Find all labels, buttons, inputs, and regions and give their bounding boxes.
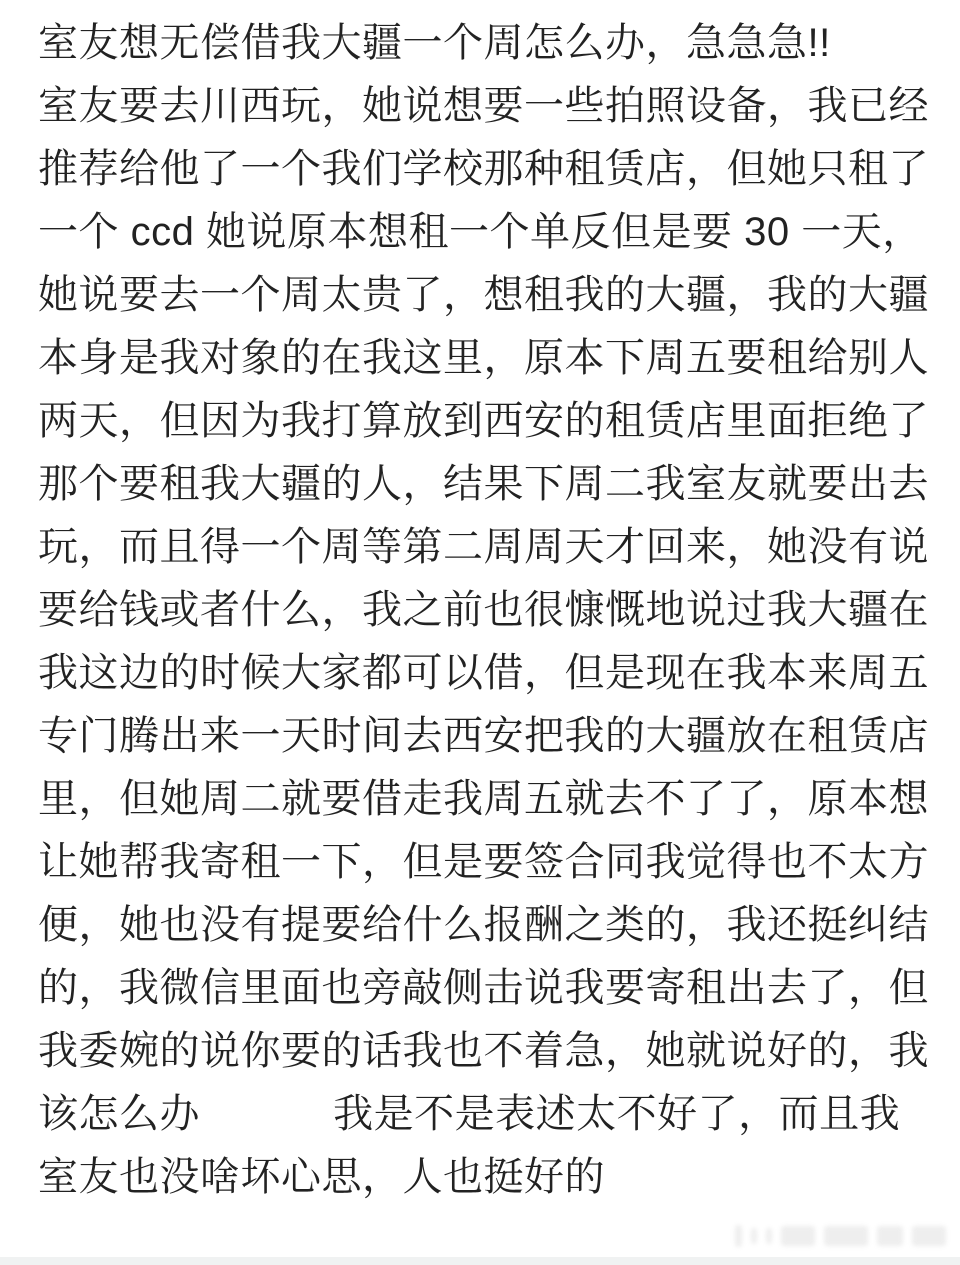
watermark-mark	[735, 1225, 742, 1247]
post-text-line: 那个要租我大疆的人，结果下周二我室友就要出去	[38, 462, 929, 506]
post-text-line: 两天，但因为我打算放到西安的租赁店里面拒绝了	[38, 399, 929, 443]
watermark-mark	[912, 1226, 946, 1246]
post-text-line: 一个 ccd 她说原本想租一个单反但是要 30 一天，	[38, 210, 923, 254]
faint-illegible-watermark-icon	[735, 1223, 946, 1249]
post-text-line: 里，但她周二就要借走我周五就去不了了，原本想	[38, 777, 929, 821]
watermark-mark	[824, 1226, 868, 1246]
bottom-divider	[0, 1257, 960, 1265]
post-text-line: 室友要去川西玩，她说想要一些拍照设备，我已经	[38, 84, 929, 128]
post-text-line: 该怎么办 我是不是表述太不好了，而且我	[38, 1092, 901, 1136]
post-text-line: 我委婉的说你要的话我也不着急，她就说好的，我	[38, 1029, 929, 1073]
post-text-line: 专门腾出来一天时间去西安把我的大疆放在租赁店	[38, 714, 929, 758]
post-text-line: 室友也没啥坏心思，人也挺好的	[38, 1155, 605, 1199]
post-text-line: 便，她也没有提要给什么报酬之类的，我还挺纠结	[38, 903, 929, 947]
post-title: 室友想无偿借我大疆一个周怎么办，急急急!!	[38, 21, 831, 65]
watermark-mark	[877, 1226, 903, 1246]
post-text-line: 推荐给他了一个我们学校那种租赁店，但她只租了	[38, 147, 929, 191]
post-text-line: 她说要去一个周太贵了，想租我的大疆，我的大疆	[38, 273, 929, 317]
post-text-line: 我这边的时候大家都可以借，但是现在我本来周五	[38, 651, 929, 695]
watermark-mark	[781, 1226, 815, 1246]
watermark-mark	[751, 1228, 757, 1244]
post-text-line: 玩，而且得一个周等第二周周天才回来，她没有说	[38, 525, 929, 569]
post-text-line: 要给钱或者什么，我之前也很慷慨地说过我大疆在	[38, 588, 929, 632]
post-text-line: 本身是我对象的在我这里，原本下周五要租给别人	[38, 336, 929, 380]
post-text-line: 的，我微信里面也旁敲侧击说我要寄租出去了，但	[38, 966, 929, 1010]
post-text-line: 让她帮我寄租一下，但是要签合同我觉得也不太方	[38, 840, 929, 884]
watermark-mark	[766, 1228, 772, 1244]
